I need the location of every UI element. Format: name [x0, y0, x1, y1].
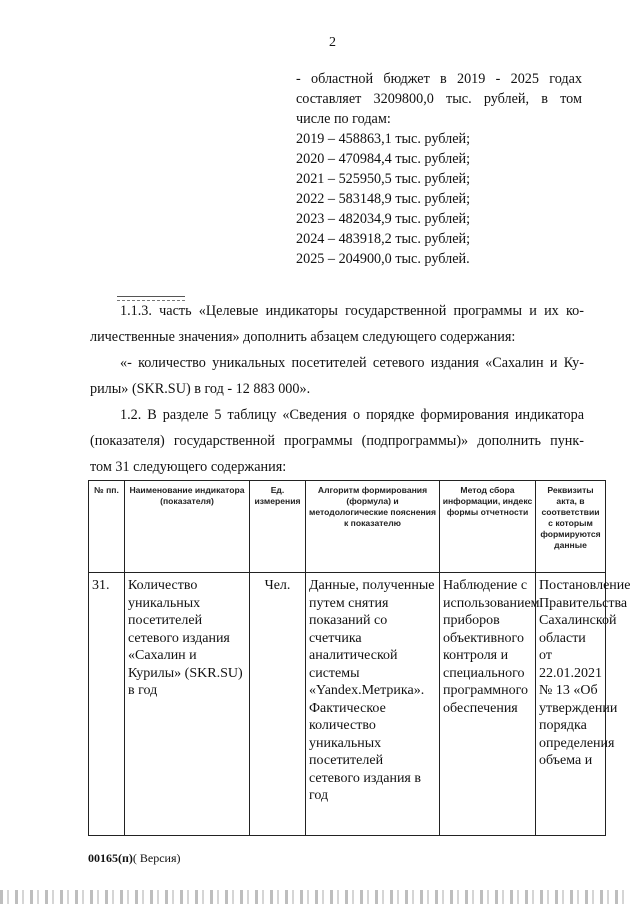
document-code: 00165(п): [88, 851, 133, 865]
header-method: Метод сбора информации, индекс формы отчетности: [440, 481, 536, 573]
paragraph-quote: [90, 350, 584, 402]
cell-num: 31.: [89, 573, 125, 836]
paragraph-1-1-3: [90, 298, 584, 350]
cell-algorithm: Данные, полученные путем снятия показаний со счетчика аналитической системы «Yandex.Метрика». Фактическое количество уникальных посетителей сетевого издания в год: [306, 573, 440, 836]
budget-year-line: 2023 – 482034,9 тыс. рублей;: [296, 211, 471, 227]
document-version: ( Версия): [132, 851, 181, 865]
paragraph-line: 1.1.3. часть «Целевые индикаторы государственной программы и их ко-: [120, 303, 584, 319]
table-header-row: [89, 481, 606, 573]
budget-intro-line: - областной бюджет в 2019 - 2025 годах: [296, 71, 582, 87]
cell-unit: Чел.: [250, 573, 306, 836]
paragraph-line: том 31 следующего содержания:: [90, 459, 287, 475]
paragraph-line: 1.2. В разделе 5 таблицу «Сведения о порядке формирования индикатора: [120, 407, 584, 423]
paragraph-line: (показателя) государственной программы (подпрограммы)» дополнить пунк-: [90, 433, 584, 449]
budget-year-line: 2020 – 470984,4 тыс. рублей;: [296, 151, 471, 167]
budget-year-line: 2021 – 525950,5 тыс. рублей;: [296, 171, 471, 187]
page-number: 2: [329, 35, 336, 50]
document-footer: [88, 851, 181, 866]
header-num: № пп.: [89, 481, 125, 573]
table-row: [89, 573, 606, 836]
cell-name: Количество уникальных посетителей сетевого издания «Сахалин и Курилы» (SKR.SU) в год: [125, 573, 250, 836]
budget-year-line: 2025 – 204900,0 тыс. рублей.: [296, 251, 470, 267]
budget-year-line: 2019 – 458863,1 тыс. рублей;: [296, 131, 471, 147]
indicators-table: [88, 480, 630, 836]
paragraph-1-2: [90, 402, 584, 480]
header-requisites: Реквизиты акта, в соответствии с которым формируются данные: [536, 481, 606, 573]
header-unit: Ед. измерения: [250, 481, 306, 573]
cell-method: Наблюдение с использованием приборов объективного контроля и специального программного обеспечения: [440, 573, 536, 836]
paragraph-line: личественные значения» дополнить абзацем следующего содержания:: [90, 329, 516, 345]
paragraph-line: «- количество уникальных посетителей сетевого издания «Сахалин и Ку-: [120, 355, 584, 371]
header-name: Наименование индикатора (показателя): [125, 481, 250, 573]
budget-block: [296, 69, 582, 269]
budget-intro-line: составляет 3209800,0 тыс. рублей, в том: [296, 91, 582, 107]
scan-edge-noise: [0, 890, 630, 904]
budget-intro-line: числе по годам:: [296, 111, 391, 127]
budget-year-line: 2024 – 483918,2 тыс. рублей;: [296, 231, 471, 247]
header-algorithm: Алгоритм формирования (формула) и методологические пояснения к показателю: [306, 481, 440, 573]
paragraph-line: рилы» (SKR.SU) в год - 12 883 000».: [90, 381, 311, 397]
budget-year-line: 2022 – 583148,9 тыс. рублей;: [296, 191, 471, 207]
cell-requisites: Постановление Правительства Сахалинской области от 22.01.2021 № 13 «Об утверждении порядка определения объема и: [536, 573, 606, 836]
